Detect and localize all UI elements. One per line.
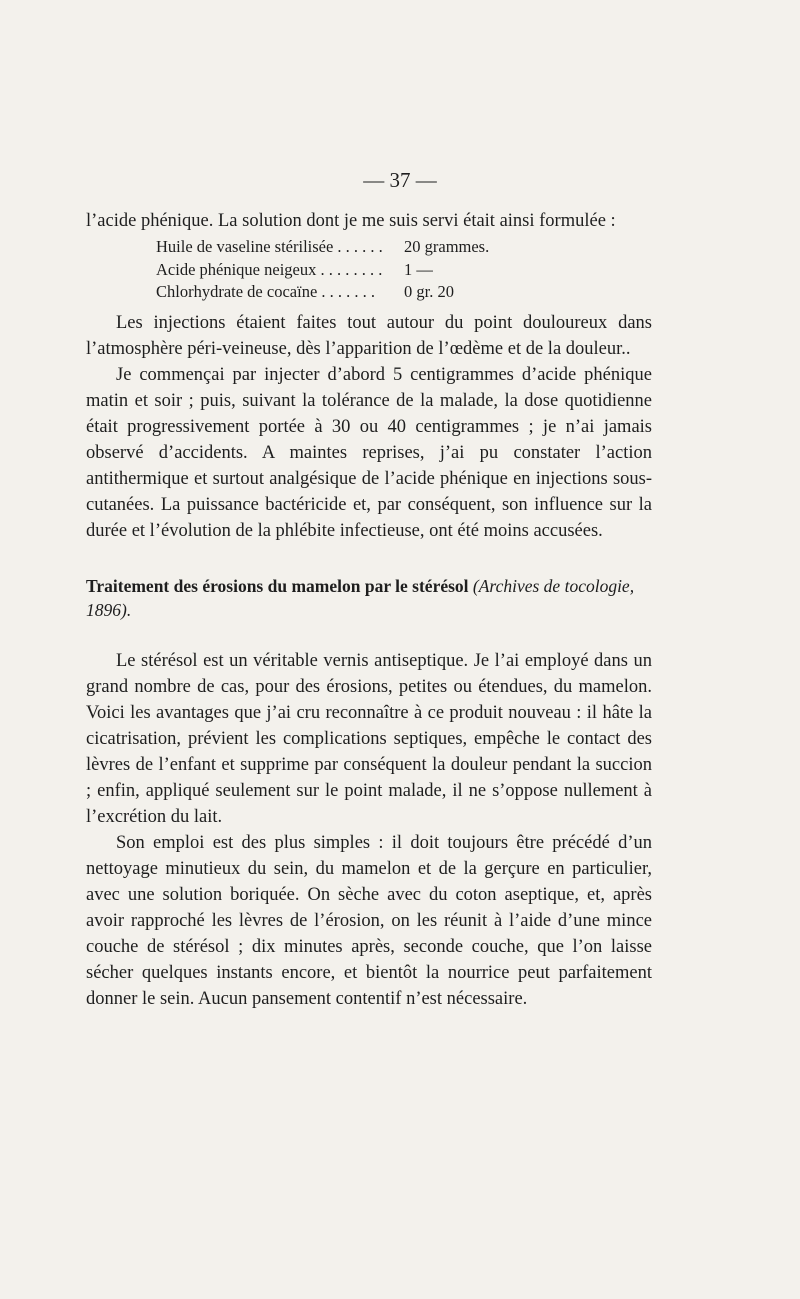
formula-quantity: 1 — xyxy=(404,259,433,279)
page-number: — 37 — xyxy=(363,168,437,192)
formula-quantity: 0 gr. 20 xyxy=(404,282,454,301)
paragraph: Les injections étaient faites tout autour du point douloureux dans l’atmosphère péri-veineuse, dès l’apparition de l’œdème et de la douleur.. xyxy=(86,312,652,359)
paragraph: Son emploi est des plus simples : il doit toujours être précédé d’un nettoyage minutieux du sein, du mamelon et de la gerçure en particulier, avec une solution boriquée. On sèche avec du coton aseptique, et, après avoir rapproché les lèvres de l’érosion, on les réunit à l’aide d’une mince couche de stérésol ; dix minutes après, seconde couche, que l’on laisse sécher quelques instants encore, et bientôt la nourrice peut parfaitement donner le sein. Aucun pansement contentif n’est nécessaire. xyxy=(86,832,652,1009)
formula-row xyxy=(156,236,652,259)
formula-ingredient: Acide phénique neigeux . . . . . . . . xyxy=(156,259,383,279)
section-source: (Archives de tocologie, 1896). xyxy=(86,575,635,620)
top-paragraph: l’acide phénique. La solution dont je me suis servi était ainsi formulée : xyxy=(86,211,616,231)
section-heading xyxy=(86,574,652,622)
page-body xyxy=(86,208,652,1012)
section-title: Traitement des érosions du mamelon par le stérésol xyxy=(86,575,469,596)
paragraph: Le stérésol est un véritable vernis antiseptique. Je l’ai employé dans un grand nombre de cas, pour des érosions, petites ou étendues, du mamelon. Voici les avantages que j’ai cru reconnaître à ce produit nouveau : il hâte la cicatrisation, prévient les complications septiques, empêche le contact des lèvres de l’enfant et supprime par conséquent la douleur pendant la succion ; enfin, appliqué seulement sur le point malade, il ne s’oppose nullement à l’excrétion du lait. xyxy=(86,650,652,827)
formula-row xyxy=(156,281,652,304)
formula-ingredient: Chlorhydrate de cocaïne . . . . . . . xyxy=(156,282,376,301)
formula-list xyxy=(156,236,652,304)
formula-ingredient: Huile de vaseline stérilisée . . . . . . xyxy=(156,237,383,256)
paragraph: Je commençai par injecter d’abord 5 centigrammes d’acide phénique matin et soir ; puis, suivant la tolérance de la malade, la dose quotidienne était progressivement portée à 30 ou 40 centigrammes ; je n’ai jamais observé d’accidents. A maintes reprises, j’ai pu constater l’action antithermique et surtout analgésique de l’acide phénique en injections sous-cutanées. La puissance bactéricide et, par conséquent, son influence sur la durée et l’évolution de la phlébite infectieuse, ont été moins accusées. xyxy=(86,364,652,541)
formula-quantity: 20 grammes. xyxy=(404,237,490,256)
formula-row xyxy=(156,259,652,282)
